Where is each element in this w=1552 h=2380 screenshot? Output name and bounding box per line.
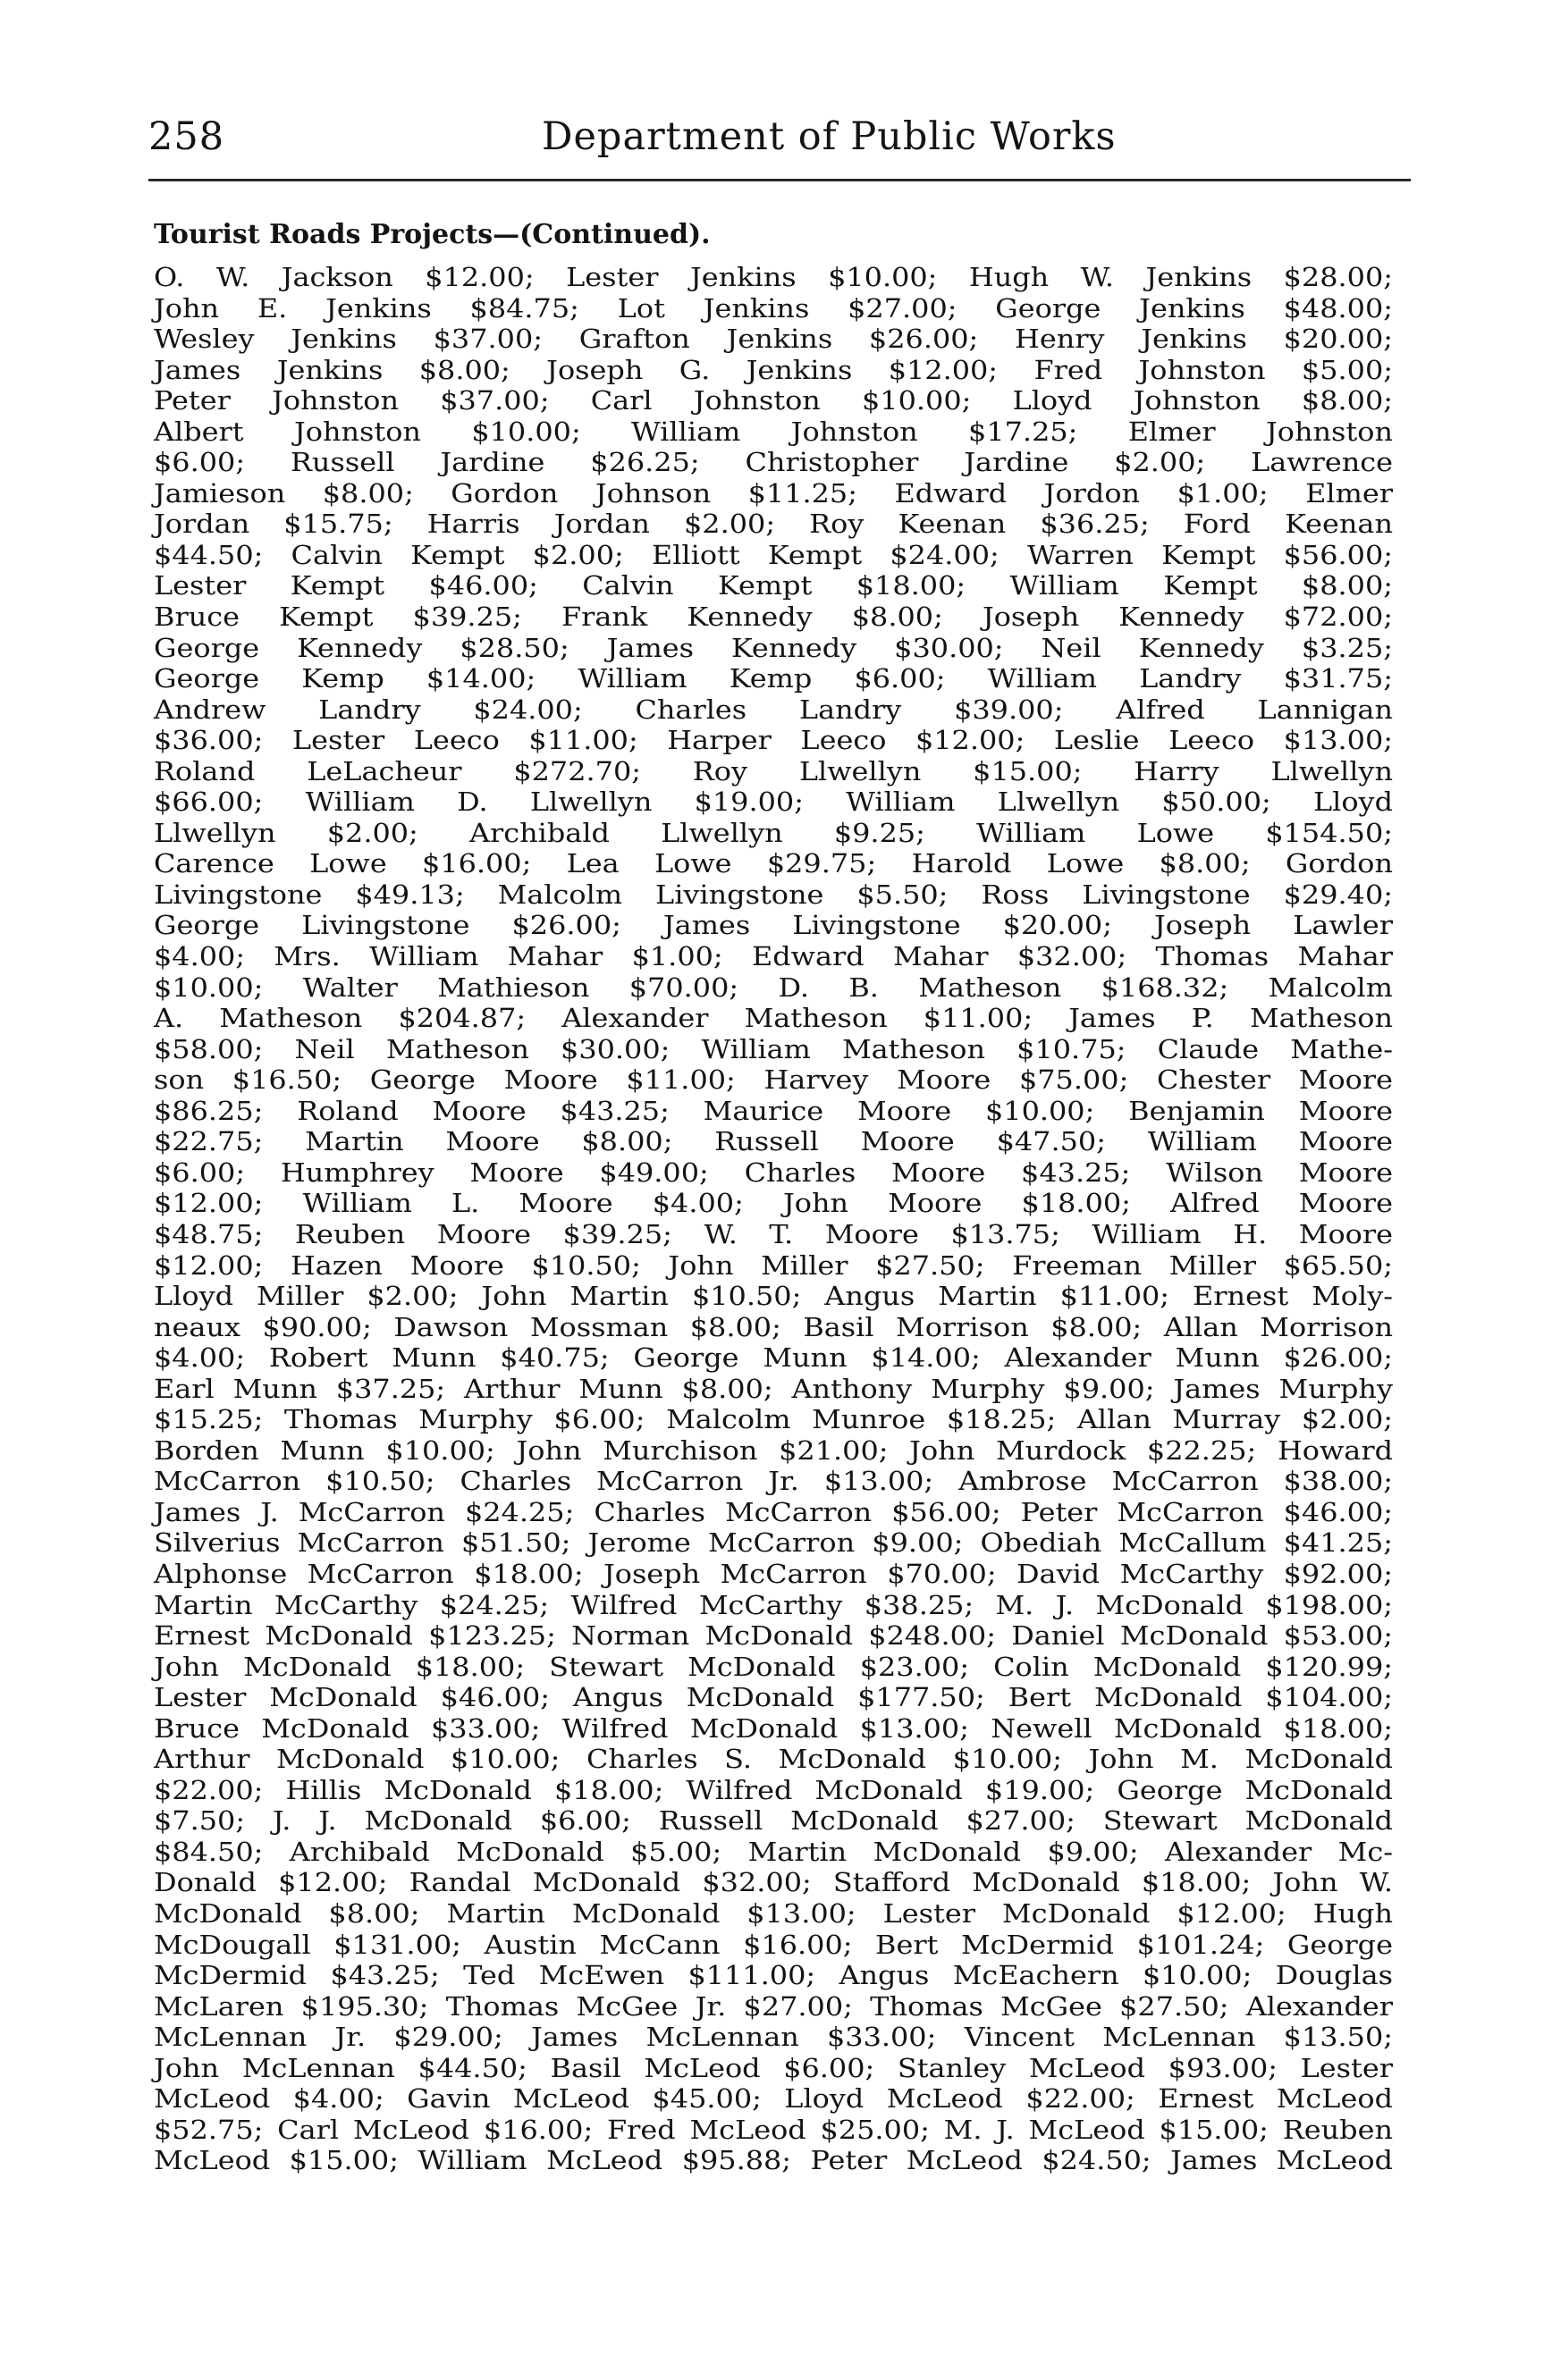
text-line: $66.00; William D. Llwellyn $19.00; William Llwellyn $50.00; Lloyd bbox=[154, 786, 1393, 818]
text-line: Llwellyn $2.00; Archibald Llwellyn $9.25; William Lowe $154.50; bbox=[154, 817, 1393, 848]
text-line: McLeod $4.00; Gavin McLeod $45.00; Lloyd McLeod $22.00; Ernest McLeod bbox=[154, 2083, 1393, 2115]
text-line: Arthur McDonald $10.00; Charles S. McDonald $10.00; John M. McDonald bbox=[154, 1744, 1393, 1775]
text-line: $7.50; J. J. McDonald $6.00; Russell McDonald $27.00; Stewart McDonald bbox=[154, 1805, 1393, 1837]
text-line: Bruce Kempt $39.25; Frank Kennedy $8.00; Joseph Kennedy $72.00; bbox=[154, 601, 1393, 633]
text-line: Silverius McCarron $51.50; Jerome McCarron $9.00; Obediah McCallum $41.25; bbox=[154, 1527, 1393, 1559]
page-number: 258 bbox=[148, 114, 225, 159]
text-line: Lloyd Miller $2.00; John Martin $10.50; Angus Martin $11.00; Ernest Moly- bbox=[154, 1281, 1393, 1312]
text-line: $36.00; Lester Leeco $11.00; Harper Leeco $12.00; Leslie Leeco $13.00; bbox=[154, 725, 1393, 756]
text-line: George Kemp $14.00; William Kemp $6.00; William Landry $31.75; bbox=[154, 663, 1393, 694]
text-line: Donald $12.00; Randal McDonald $32.00; Stafford McDonald $18.00; John W. bbox=[154, 1867, 1393, 1898]
section-heading: Tourist Roads Projects—(Continued). bbox=[154, 219, 711, 250]
text-line: $6.00; Humphrey Moore $49.00; Charles Moore $43.25; Wilson Moore bbox=[154, 1156, 1393, 1188]
text-line: $22.75; Martin Moore $8.00; Russell Moore $47.50; William Moore bbox=[154, 1126, 1393, 1157]
text-line: James Jenkins $8.00; Joseph G. Jenkins $12.00; Fred Johnston $5.00; bbox=[154, 354, 1393, 385]
text-line: Carence Lowe $16.00; Lea Lowe $29.75; Harold Lowe $8.00; Gordon bbox=[154, 848, 1393, 879]
text-line: Lester McDonald $46.00; Angus McDonald $177.50; Bert McDonald $104.00; bbox=[154, 1682, 1393, 1713]
text-line: George Livingstone $26.00; James Livingstone $20.00; Joseph Lawler bbox=[154, 910, 1393, 941]
text-line: McLaren $195.30; Thomas McGee Jr. $27.00; Thomas McGee $27.50; Alexander bbox=[154, 1990, 1393, 2022]
running-title: Department of Public Works bbox=[542, 114, 1117, 159]
text-line: $6.00; Russell Jardine $26.25; Christopher Jardine $2.00; Lawrence bbox=[154, 447, 1393, 478]
text-line: John McLennan $44.50; Basil McLeod $6.00; Stanley McLeod $93.00; Lester bbox=[154, 2052, 1393, 2083]
text-line: neaux $90.00; Dawson Mossman $8.00; Basil Morrison $8.00; Allan Morrison bbox=[154, 1311, 1393, 1342]
text-line: McDonald $8.00; Martin McDonald $13.00; Lester McDonald $12.00; Hugh bbox=[154, 1897, 1393, 1929]
text-line: Peter Johnston $37.00; Carl Johnston $10.00; Lloyd Johnston $8.00; bbox=[154, 385, 1393, 416]
text-line: McCarron $10.50; Charles McCarron Jr. $13.00; Ambrose McCarron $38.00; bbox=[154, 1466, 1393, 1497]
text-line: $12.00; William L. Moore $4.00; John Moore $18.00; Alfred Moore bbox=[154, 1188, 1393, 1219]
text-line: $84.50; Archibald McDonald $5.00; Martin McDonald $9.00; Alexander Mc- bbox=[154, 1836, 1393, 1867]
text-line: $58.00; Neil Matheson $30.00; William Matheson $10.75; Claude Mathe- bbox=[154, 1033, 1393, 1064]
text-line: $4.00; Robert Munn $40.75; George Munn $14.00; Alexander Munn $26.00; bbox=[154, 1342, 1393, 1374]
text-line: Roland LeLacheur $272.70; Roy Llwellyn $15.00; Harry Llwellyn bbox=[154, 755, 1393, 786]
text-line: Earl Munn $37.25; Arthur Munn $8.00; Anthony Murphy $9.00; James Murphy bbox=[154, 1373, 1393, 1404]
text-line: John McDonald $18.00; Stewart McDonald $23.00; Colin McDonald $120.99; bbox=[154, 1651, 1393, 1682]
text-line: $86.25; Roland Moore $43.25; Maurice Moore $10.00; Benjamin Moore bbox=[154, 1095, 1393, 1126]
text-line: $48.75; Reuben Moore $39.25; W. T. Moore $13.75; William H. Moore bbox=[154, 1218, 1393, 1249]
text-line: Ernest McDonald $123.25; Norman McDonald $248.00; Daniel McDonald $53.00; bbox=[154, 1620, 1393, 1652]
text-line: Martin McCarthy $24.25; Wilfred McCarthy $38.25; M. J. McDonald $198.00; bbox=[154, 1589, 1393, 1620]
text-line: Jamieson $8.00; Gordon Johnson $11.25; Edward Jordon $1.00; Elmer bbox=[154, 477, 1393, 509]
text-line: McLennan Jr. $29.00; James McLennan $33.00; Vincent McLennan $13.50; bbox=[154, 2022, 1393, 2053]
text-line: O. W. Jackson $12.00; Lester Jenkins $10.00; Hugh W. Jenkins $28.00; bbox=[154, 262, 1393, 292]
text-line: Alphonse McCarron $18.00; Joseph McCarron $70.00; David McCarthy $92.00; bbox=[154, 1558, 1393, 1589]
text-line: Bruce McDonald $33.00; Wilfred McDonald $13.00; Newell McDonald $18.00; bbox=[154, 1712, 1393, 1744]
text-line: son $16.50; George Moore $11.00; Harvey Moore $75.00; Chester Moore bbox=[154, 1064, 1393, 1096]
text-line: $15.25; Thomas Murphy $6.00; Malcolm Munroe $18.25; Allan Murray $2.00; bbox=[154, 1404, 1393, 1435]
text-line: McDermid $43.25; Ted McEwen $111.00; Angus McEachern $10.00; Douglas bbox=[154, 1960, 1393, 1991]
text-line: Livingstone $49.13; Malcolm Livingstone $5.50; Ross Livingstone $29.40; bbox=[154, 879, 1393, 910]
text-line: $10.00; Walter Mathieson $70.00; D. B. Matheson $168.32; Malcolm bbox=[154, 971, 1393, 1003]
text-line: $52.75; Carl McLeod $16.00; Fred McLeod $25.00; M. J. McLeod $15.00; Reuben bbox=[154, 2114, 1393, 2145]
text-line: Lester Kempt $46.00; Calvin Kempt $18.00; William Kempt $8.00; bbox=[154, 570, 1393, 601]
text-line: Albert Johnston $10.00; William Johnston $17.25; Elmer Johnston bbox=[154, 416, 1393, 447]
text-line: Jordan $15.75; Harris Jordan $2.00; Roy Keenan $36.25; Ford Keenan bbox=[154, 509, 1393, 540]
text-line: $22.00; Hillis McDonald $18.00; Wilfred McDonald $19.00; George McDonald bbox=[154, 1774, 1393, 1805]
text-line: Andrew Landry $24.00; Charles Landry $39.00; Alfred Lannigan bbox=[154, 694, 1393, 725]
text-line: Borden Munn $10.00; John Murchison $21.00; John Murdock $22.25; Howard bbox=[154, 1434, 1393, 1466]
text-line: James J. McCarron $24.25; Charles McCarron $56.00; Peter McCarron $46.00; bbox=[154, 1496, 1393, 1527]
text-line: John E. Jenkins $84.75; Lot Jenkins $27.00; George Jenkins $48.00; bbox=[154, 292, 1393, 324]
header-rule bbox=[148, 179, 1411, 181]
text-line: $4.00; Mrs. William Mahar $1.00; Edward Mahar $32.00; Thomas Mahar bbox=[154, 941, 1393, 972]
text-line: McDougall $131.00; Austin McCann $16.00; Bert McDermid $101.24; George bbox=[154, 1929, 1393, 1960]
text-line: A. Matheson $204.87; Alexander Matheson $11.00; James P. Matheson bbox=[154, 1003, 1393, 1034]
text-line: McLeod $15.00; William McLeod $95.88; Peter McLeod $24.50; James McLeod bbox=[154, 2145, 1393, 2176]
text-line: $12.00; Hazen Moore $10.50; John Miller $27.50; Freeman Miller $65.50; bbox=[154, 1249, 1393, 1281]
body-text bbox=[154, 262, 1393, 2176]
text-line: George Kennedy $28.50; James Kennedy $30.00; Neil Kennedy $3.25; bbox=[154, 632, 1393, 663]
text-line: Wesley Jenkins $37.00; Grafton Jenkins $26.00; Henry Jenkins $20.00; bbox=[154, 324, 1393, 355]
text-line: $44.50; Calvin Kempt $2.00; Elliott Kempt $24.00; Warren Kempt $56.00; bbox=[154, 539, 1393, 570]
